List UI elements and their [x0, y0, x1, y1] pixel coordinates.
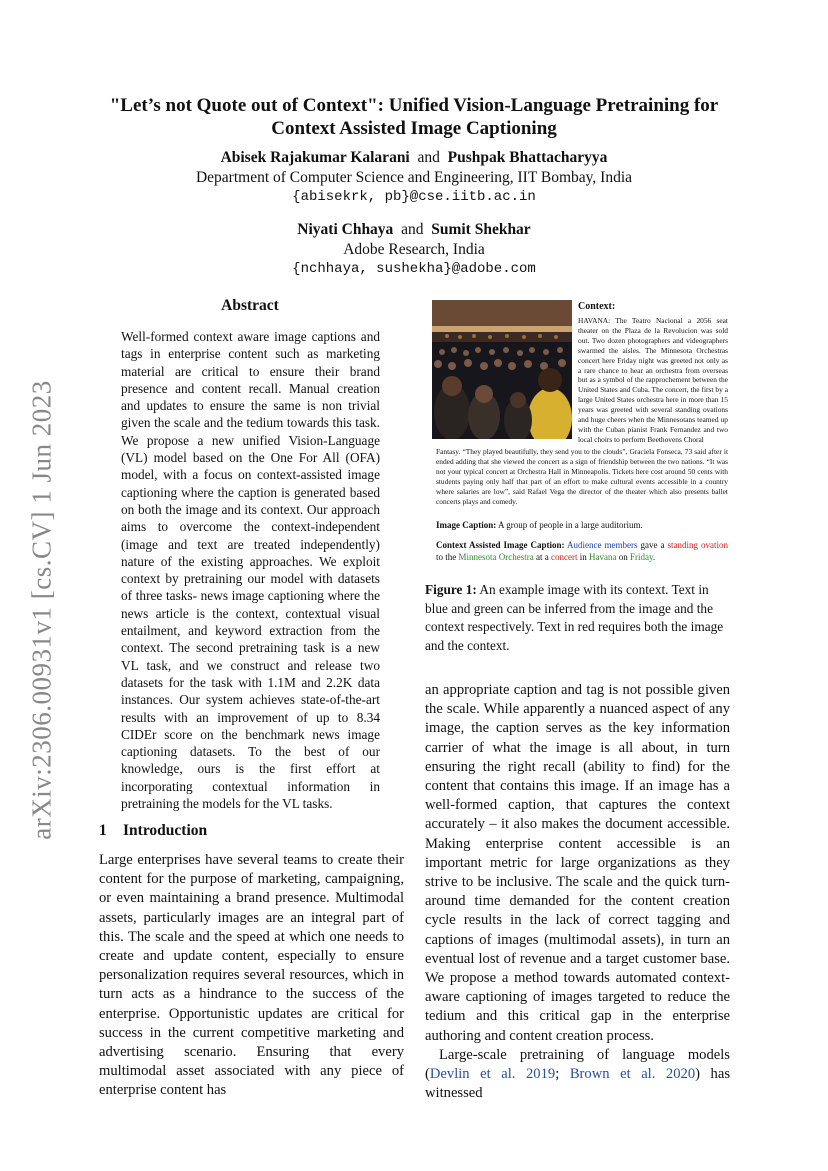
arxiv-sidebar: [22, 370, 62, 850]
title-line-1: "Let’s not Quote out of Context": Unified Vision-Language Pretraining for: [109, 95, 719, 116]
context-assisted-caption: [436, 539, 728, 563]
email-2: {nchhaya, sushekha}@adobe.com: [292, 261, 536, 277]
paragraph-start: Large-scale pretraining of language models (: [425, 1046, 730, 1083]
author-name: Abisek Rajakumar Kalarani: [220, 149, 410, 166]
cac-part: Audience members: [564, 540, 638, 550]
image-caption: [436, 520, 728, 530]
author-name: Niyati Chhaya: [297, 221, 394, 238]
author-and: and: [401, 221, 424, 238]
intro-text: Large enterprises have several teams to create their content for the purpose of marketing, campaigning, or even maintaining a brand presence. Multimodal assets, particularly images are an integral part of this. The scale and the speed at which one needs to create and update content, especially to ensure personalization requires several resources, which in turn acts as a hindrance to the success of the enterprise. Opportunistic updates are critical for success in the current competitive marketing and advertising scenario. Ensuring that every multimodal asset associated with any piece of enterprise content has: [99, 852, 404, 1099]
context-text-2: Fantasy. “They played beautifully, they send you to the clouds”, Graciela Fonseca, 73 said after it ended adding that she viewed the concert as a sign of friendship between the two nations. “It was not your typical concert at Orchestra Hall in Minneapolis. Tickets here cost around 50 cents with students paying only half that part of an effort to make cultural events accessible in a country where salaries are low”, said Rafael Vega the director of the theater which also presents ballet concerts plays and comedy.: [436, 447, 728, 506]
citation-link[interactable]: Devlin et al. 2019: [429, 1066, 556, 1083]
abstract-text: Well-formed context aware image captions and tags in enterprise content such as marketing material are critical to ensure their brand presence and content recall. Manual creation and updates to ensure the same is non trivial given the scale and the tedium towards this task. We propose a new unified Vision-Language (VL) model based on the One For All (OFA) model, with a focus on context-assisted image captioning where the caption is generated based on both the image and its context. Our approach aims to overcome the context-independent (image and text are treated independently) nature of the existing approaches. We exploit context by pretraining our model with datasets of three tasks- news image captioning where the news article is the context, contextual visual entailment, and keyword extraction from the context. The second pretraining task is a new VL task, and we construct and release two datasets for the task with 1.1M and 2.2K data instances. Our system achieves state-of-the-art results with an improvement of up to 8.34 CIDEr score on the benchmark news image captioning datasets. To the best of our knowledge, ours is the first effort at incorporating contextual information in pretraining the models for the VL tasks.: [121, 329, 380, 812]
context-label: Context:: [578, 301, 616, 312]
cac-part: on: [616, 552, 630, 562]
cac-part: gave a: [637, 540, 668, 550]
auditorium-image: [432, 300, 572, 439]
image-caption-label: Image Caption:: [436, 520, 497, 530]
authors-line-2: [80, 221, 748, 239]
author-name: Pushpak Bhattacharyya: [447, 149, 608, 166]
paper-title: [80, 94, 748, 140]
section-heading: [99, 822, 207, 840]
author-name: Sumit Shekhar: [431, 221, 531, 238]
section-title: Introduction: [123, 822, 208, 839]
paragraph: an appropriate caption and tag is not possible given the scale. While apparently a nuanced aspect of any image, the caption serves as the key information carrier of what the image is all about, in turn ensuring the right recall (ability to find) for the content that contains this image. If an image has a well-formed caption, that captures the context accurately – it also makes the document accessible. Making enterprise content accessible is an important metric for large organizations as they strive to be inclusive. The scale and the quick turn-around time demanded for the content creation cycle results in the lack of correct tagging and captions of images (multimodal assets), in turn an eventual lost of revenue and a target customer base. We propose a method towards automated context-aware captioning of images targeted to reduce the tedium and this critical gap in the enterprise authoring and content creation process.: [425, 682, 730, 1044]
cac-part: concert: [550, 552, 578, 562]
cac-part: in: [577, 552, 589, 562]
cac-part: Minnesota Orchestra: [458, 552, 534, 562]
figure-caption: [425, 581, 730, 656]
right-column-text: [425, 681, 730, 1103]
cac-part: Friday: [629, 552, 653, 562]
figure-caption-label: Figure 1:: [425, 582, 477, 597]
cac-part: at a: [533, 552, 551, 562]
paragraph: [425, 1046, 730, 1104]
author-and: and: [417, 149, 440, 166]
figure-caption-text: An example image with its context. Text in blue and green can be inferred from the image and the context respectively. Text in red requires both the image and the context.: [425, 582, 724, 654]
section-number: 1: [99, 822, 107, 839]
figure-photo: [432, 300, 572, 439]
context-text-1: HAVANA: The Teatro Nacional a 2056 seat theater on the Plaza de la Revolucion was sold out. Two dozen photographers and videographers swarmed the aisles. The Minnesota Orchestras concert here Friday night was greeted not only as a rare chance to hear an orchestra from overseas but as a symbol of the rapprochement between the United States and Cuba. The concert, the first by a large United States orchestra here in more than 15 years was greeted with several standing ovations and huge cheers when the Minnesotans teamed up with the Cuban pianist Frank Fernandez and two local choirs to perform Beethovens Choral: [578, 316, 728, 444]
cac-part: .: [652, 552, 656, 562]
image-caption-text: A group of people in a large auditorium.: [496, 520, 643, 530]
affiliation-2: Adobe Research, India: [343, 241, 485, 258]
paragraph-end: ) has witnessed: [425, 1066, 730, 1102]
abstract-heading: Abstract: [221, 297, 279, 314]
cac-part: standing ovation: [667, 540, 728, 550]
authors-line-1: [80, 149, 748, 167]
citation-link[interactable]: Brown et al. 2020: [569, 1066, 696, 1083]
cac-part: to the: [436, 552, 459, 562]
cac-part: Havana: [588, 552, 617, 562]
email-1: {abisekrk, pb}@cse.iitb.ac.in: [292, 189, 536, 205]
citation-sep: ;: [555, 1066, 570, 1083]
arxiv-id: arXiv:2306.00931v1 [cs.CV] 1 Jun 2023: [26, 380, 57, 840]
affiliation-1: Department of Computer Science and Engineering, IIT Bombay, India: [195, 169, 633, 186]
cac-label: Context Assisted Image Caption:: [436, 540, 565, 550]
title-line-2: Context Assisted Image Captioning: [271, 118, 557, 139]
